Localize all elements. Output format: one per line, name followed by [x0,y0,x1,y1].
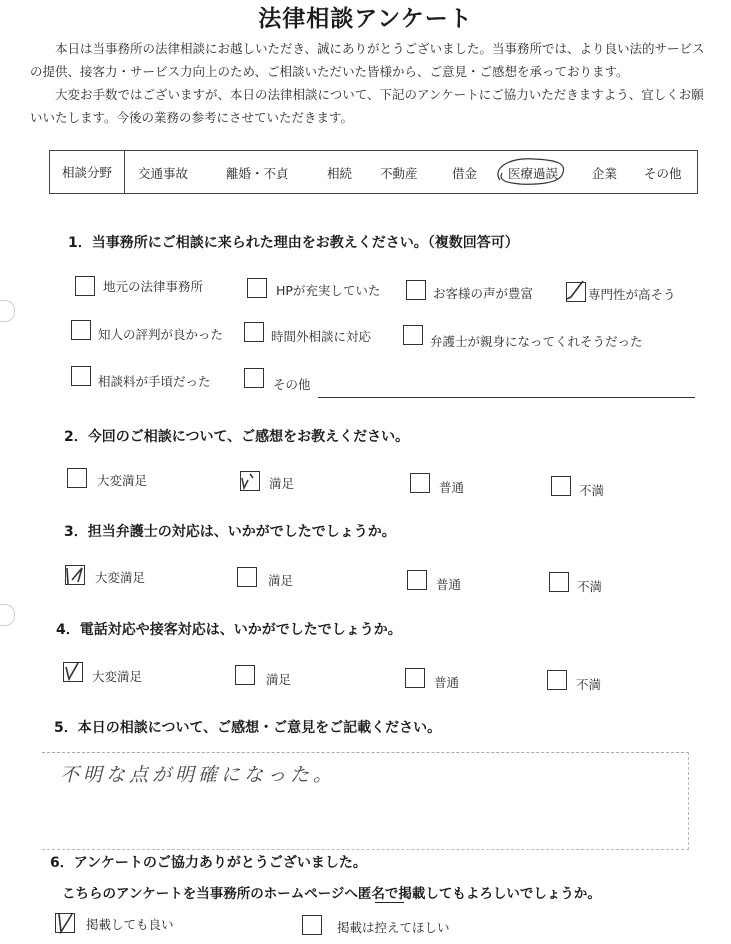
q1-label-affordable: 相談料が手頃だった [98,374,211,389]
category-corporate[interactable]: 企業 [592,166,618,181]
check-mark [62,659,86,685]
circle-mark [490,151,570,191]
question-6-subtitle: こちらのアンケートを当事務所のホームページへ匿名で掲載してもよろしいでしょうか。 [62,886,601,902]
punch-hole-bottom [0,604,15,626]
q2-checkbox-satisfied[interactable] [240,471,260,491]
q6-label-allow: 掲載しても良い [86,917,174,932]
q6-checkbox-decline[interactable] [302,915,322,935]
q3-checkbox-very-satisfied[interactable] [65,565,85,585]
check-mark [54,910,78,936]
q4-label-very-satisfied: 大変満足 [92,669,143,684]
q3-label-neutral: 普通 [436,577,462,592]
q1-label-caring-lawyer: 弁護士が親身になってくれそうだった [430,334,643,349]
handwritten-comment: 不明な点が明確になった。 [60,764,337,786]
question-1-title: 1．当事務所にご相談に来られた理由をお教えください。（複数回答可） [68,235,519,251]
q1-checkbox-local[interactable] [75,276,95,296]
q4-label-dissatisfied: 不満 [576,677,602,692]
question-6-title: 6．アンケートのご協力ありがとうございました。 [50,855,367,871]
q3-checkbox-dissatisfied[interactable] [549,572,569,592]
check-mark [565,279,589,305]
q1-label-hp: HPが充実していた [276,283,381,298]
q1-checkbox-other[interactable] [244,368,264,388]
intro-paragraph-2: 大変お手数ではございますが、本日の法律相談について、下記のアンケートにご協力いただきますよう、宜しくお願いいたします。今後の業務の参考にさせていただきます。 [30,87,704,125]
check-mark [64,562,88,588]
category-divorce[interactable]: 離婚・不貞 [226,166,289,181]
q1-label-other: その他 [273,377,311,392]
category-debt[interactable]: 借金 [452,166,478,181]
q1-checkbox-reputation[interactable] [71,320,91,340]
q1-checkbox-caring-lawyer[interactable] [403,325,423,345]
q6-label-decline: 掲載は控えてほしい [337,920,450,935]
q1-checkbox-hp[interactable] [247,278,267,298]
q1-checkbox-expertise[interactable] [566,282,586,302]
category-real-estate[interactable]: 不動産 [380,166,418,181]
punch-hole-top [0,300,15,322]
q1-label-local: 地元の法律事務所 [103,279,204,294]
q4-checkbox-very-satisfied[interactable] [63,662,83,682]
category-traffic[interactable]: 交通事故 [138,166,189,181]
question-3-title: 3．担当弁護士の対応は、いかがでしたでしょうか。 [64,524,396,540]
q3-checkbox-neutral[interactable] [407,570,427,590]
category-table [49,150,698,194]
q4-checkbox-neutral[interactable] [405,668,425,688]
question-4-title: 4．電話対応や接客対応は、いかがでしたでしょうか。 [56,622,402,638]
q2-label-neutral: 普通 [439,480,465,495]
q1-checkbox-affordable[interactable] [71,366,91,386]
question-2-title: 2．今回のご相談について、ご感想をお教えください。 [64,429,410,445]
q1-label-reputation: 知人の評判が良かった [98,327,224,342]
q1-label-expertise: 専門性が高そう [588,287,676,302]
q3-label-dissatisfied: 不満 [577,579,603,594]
q4-checkbox-dissatisfied[interactable] [547,670,567,690]
q1-label-reviews: お客様の声が豊富 [433,286,534,301]
q1-checkbox-reviews[interactable] [406,280,426,300]
q6-checkbox-allow[interactable] [55,913,75,933]
q3-label-satisfied: 満足 [268,573,294,588]
check-mark [239,468,263,494]
q1-checkbox-after-hours[interactable] [244,322,264,342]
intro-paragraph-1: 本日は当事務所の法律相談にお越しいただき、誠にありがとうございました。当事務所では、より良い法的サービスの提供、接客力・サービス力向上のため、ご相談いただいた皆様から、ご意見・ご感想を承っております。 [30,41,705,79]
q4-checkbox-satisfied[interactable] [235,665,255,685]
q3-label-very-satisfied: 大変満足 [95,570,146,585]
q2-label-very-satisfied: 大変満足 [97,473,148,488]
category-header: 相談分野 [50,151,125,193]
question-5-title: 5．本日の相談について、ご感想・ご意見をご記載ください。 [54,720,442,736]
q4-label-neutral: 普通 [434,675,460,690]
q4-label-satisfied: 満足 [266,672,292,687]
q2-label-dissatisfied: 不満 [579,483,605,498]
q2-label-satisfied: 満足 [269,476,295,491]
anonymous-underline [375,902,404,903]
q1-label-after-hours: 時間外相談に対応 [271,329,372,344]
category-other[interactable]: その他 [644,166,682,181]
category-inheritance[interactable]: 相続 [327,166,353,181]
q2-checkbox-dissatisfied[interactable] [551,476,571,496]
category-medical-malpractice[interactable]: 医療過誤 [508,166,559,181]
q2-checkbox-neutral[interactable] [410,473,430,493]
q3-checkbox-satisfied[interactable] [237,567,257,587]
q1-other-input-line[interactable] [318,397,695,398]
page-title: 法律相談アンケート [258,6,473,32]
q2-checkbox-very-satisfied[interactable] [67,468,87,488]
